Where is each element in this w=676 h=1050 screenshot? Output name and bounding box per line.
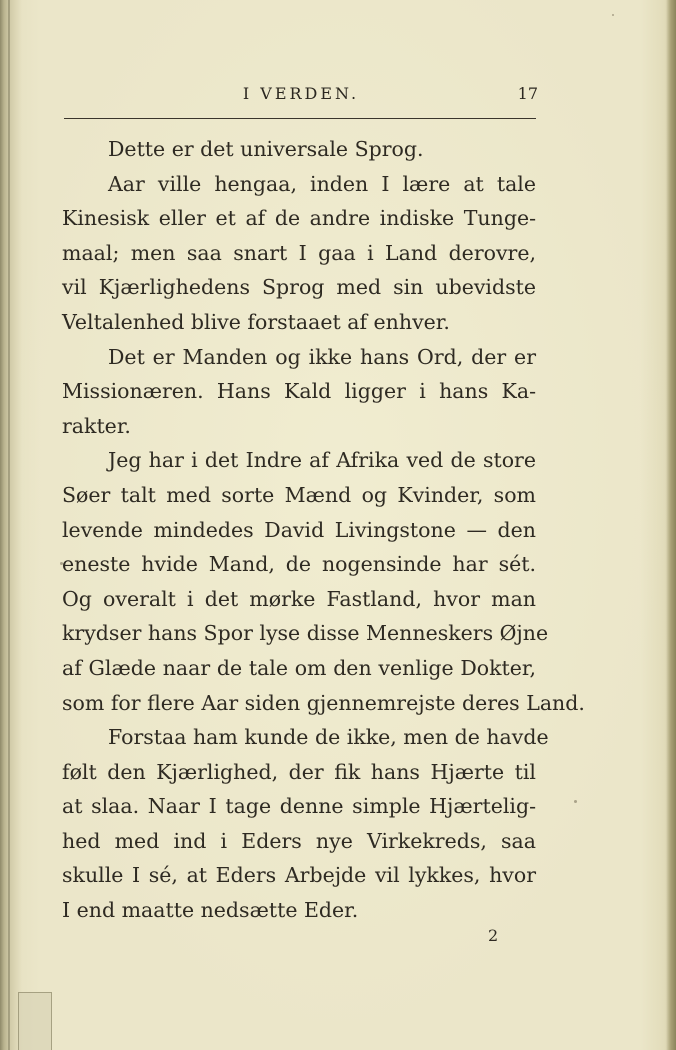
text-line: eneste hvide Mand, de nogensinde har sét. (62, 552, 536, 577)
page-number: 17 (517, 84, 538, 103)
text-line: skulle I sé, at Eders Arbejde vil lykkes, hvor (62, 863, 536, 888)
binding-gutter (0, 0, 22, 1050)
text-line: I end maatte nedsætte Eder. (62, 898, 359, 923)
text-line: Missionæren. Hans Kald ligger i hans Ka- (62, 379, 536, 404)
text-line: hed med ind i Eders nye Virkekreds, saa (62, 828, 536, 853)
text-line: af Glæde naar de tale om den venlige Dokter, (62, 655, 536, 680)
text-line: Aar ville hengaa, inden I lære at tale (108, 171, 536, 196)
text-line: vil Kjærlighedens Sprog med sin ubevidste (62, 275, 536, 300)
text-line: Og overalt i det mørke Fastland, hvor man (62, 586, 536, 611)
binding-line (8, 0, 10, 1050)
text-line: levende mindedes David Livingstone — den (62, 517, 536, 542)
paper-speck (574, 800, 577, 803)
text-line: maal; men saa snart I gaa i Land derovre, (62, 240, 536, 265)
text-line: Jeg har i det Indre af Afrika ved de store (108, 448, 536, 473)
page-edge (666, 0, 676, 1050)
text-line: Veltalenhed blive forstaaet af enhver. (62, 309, 450, 334)
body-text (62, 132, 585, 928)
text-line: krydser hans Spor lyse disse Menneskers Øjne (62, 621, 549, 646)
signature-mark: 2 (488, 926, 499, 945)
running-head: I VERDEN. (242, 84, 360, 103)
text-line: som for flere Aar siden gjennemrejste deres Land. (62, 690, 585, 715)
text-line: Det er Manden og ikke hans Ord, der er (108, 344, 536, 369)
text-line: Søer talt med sorte Mænd og Kvinder, som (62, 482, 536, 507)
text-line: Forstaa ham kunde de ikke, men de havde (108, 725, 549, 750)
paper-speck (60, 562, 63, 565)
header-rule (64, 118, 536, 119)
text-line: Dette er det universale Sprog. (108, 137, 424, 161)
page-header (62, 84, 540, 110)
text-line: Kinesisk eller et af de andre indiske Tunge- (62, 206, 536, 231)
text-line: rakter. (62, 413, 131, 438)
paper-speck (612, 14, 614, 16)
text-line: at slaa. Naar I tage denne simple Hjærtelig- (62, 794, 536, 819)
text-line: følt den Kjærlighed, der fik hans Hjærte til (62, 759, 536, 784)
binding-tab (18, 992, 52, 1050)
